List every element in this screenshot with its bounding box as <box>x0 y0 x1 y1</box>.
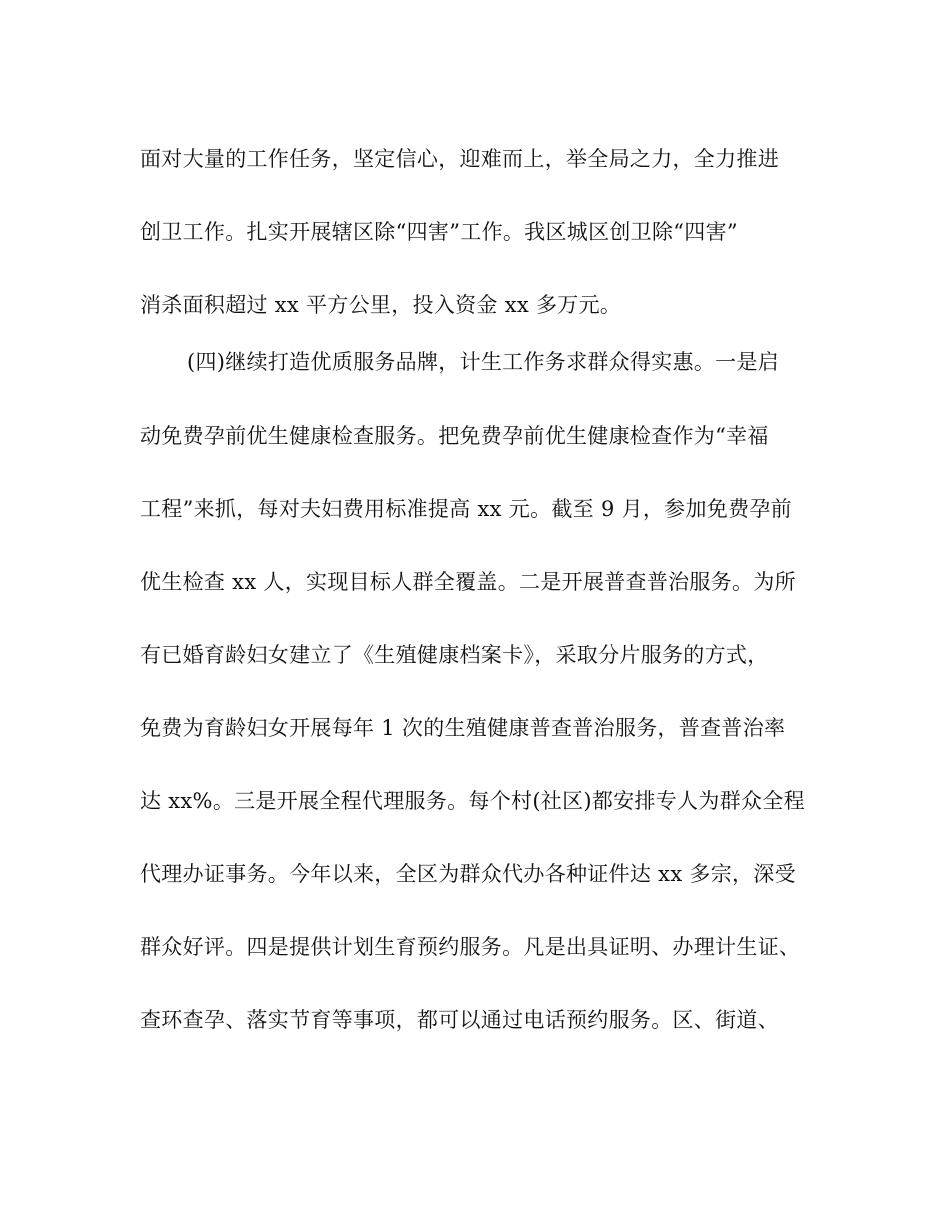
text-line-5: 动免费孕前优生健康检查服务。把免费孕前优生健康检查作为“幸福 <box>140 424 769 448</box>
text-line-12: 群众好评。四是提供计划生育预约服务。凡是出具证明、办理计生证、 <box>140 935 801 959</box>
text-line-3: 消杀面积超过 xx 平方公里，投入资金 xx 多万元。 <box>140 293 622 317</box>
text-line-1: 面对大量的工作任务，坚定信心，迎难而上，举全局之力，全力推进 <box>140 147 779 171</box>
text-line-2: 创卫工作。扎实开展辖区除“四害”工作。我区城区创卫除“四害” <box>140 220 738 244</box>
text-line-11: 代理办证事务。今年以来，全区为群众代办各种证件达 xx 多宗，深受 <box>140 862 796 886</box>
text-line-10: 达 xx%。三是开展全程代理服务。每个村(社区)都安排专人为群众全程 <box>140 789 805 813</box>
paragraph-start-line: (四)继续打造优质服务品牌，计生工作务求群众得实惠。一是启 <box>187 350 780 374</box>
text-line-7: 优生检查 xx 人，实现目标人群全覆盖。二是开展普查普治服务。为所 <box>140 570 796 594</box>
text-line-8: 有已婚育龄妇女建立了《生殖健康档案卡》，采取分片服务的方式， <box>140 643 769 667</box>
text-line-9: 免费为育龄妇女开展每年 1 次的生殖健康普查普治服务，普查普治率 <box>140 716 786 740</box>
text-line-13: 查环查孕、落实节育等事项，都可以通过电话预约服务。区、街道、 <box>140 1008 779 1032</box>
text-line-6: 工程”来抓，每对夫妇费用标准提高 xx 元。截至 9 月，参加免费孕前 <box>140 497 792 521</box>
